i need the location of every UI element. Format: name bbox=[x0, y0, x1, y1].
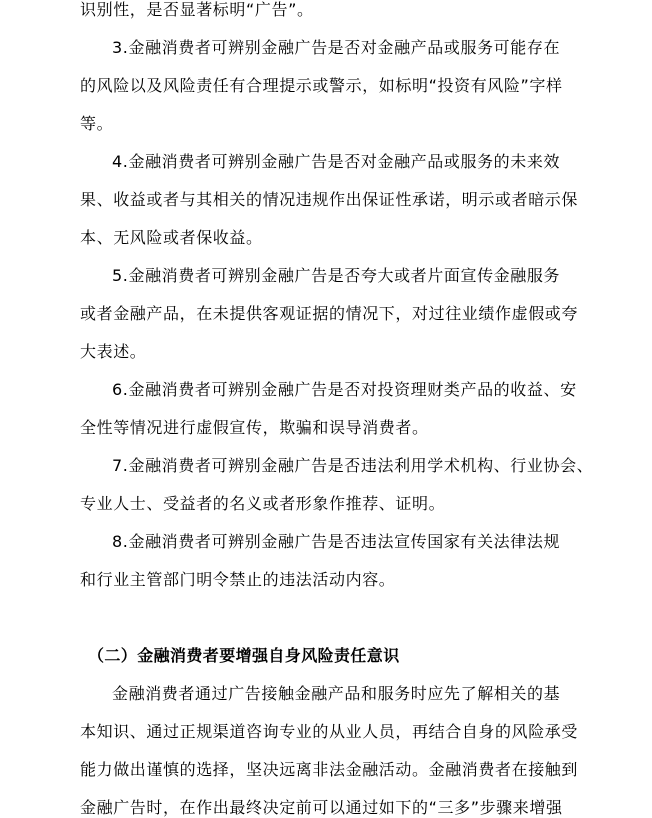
section-heading: （二）金融消费者要增强自身风险责任意识 bbox=[88, 646, 400, 665]
item-7-line-2: 专业人士、受益者的名义或者形象作推荐、证明。 bbox=[80, 494, 446, 513]
item-4-line-1: 4.金融消费者可辨别金融广告是否对金融产品或服务的未来效 bbox=[112, 152, 561, 171]
item-4-line-3: 本、无风险或者保收益。 bbox=[80, 228, 263, 247]
item-6-line-1: 6.金融消费者可辨别金融广告是否对投资理财类产品的收益、安 bbox=[112, 380, 577, 399]
item-7-line-1: 7.金融消费者可辨别金融广告是否违法利用学术机构、行业协会、 bbox=[112, 456, 594, 475]
item-8-line-2: 和行业主管部门明令禁止的违法活动内容。 bbox=[80, 570, 396, 589]
paragraph-line-1: 金融消费者通过广告接触金融产品和服务时应先了解相关的基 bbox=[112, 684, 561, 703]
item-3-line-1: 3.金融消费者可辨别金融广告是否对金融产品或服务可能存在 bbox=[112, 38, 561, 57]
item-5-line-2: 或者金融产品，在未提供客观证据的情况下，对过往业绩作虚假或夸 bbox=[80, 304, 579, 323]
paragraph-line-4: 金融广告时，在作出最终决定前可以通过如下的“三多”步骤来增强 bbox=[80, 798, 563, 817]
item-3-line-3: 等。 bbox=[80, 114, 114, 133]
text-line-1: 识别性，是否显著标明“广告”。 bbox=[80, 0, 314, 19]
item-5-line-3: 大表述。 bbox=[80, 342, 147, 361]
item-5-line-1: 5.金融消费者可辨别金融广告是否夸大或者片面宣传金融服务 bbox=[112, 266, 561, 285]
item-4-line-2: 果、收益或者与其相关的情况违规作出保证性承诺，明示或者暗示保 bbox=[80, 190, 579, 209]
item-3-line-2: 的风险以及风险责任有合理提示或警示，如标明“投资有风险”字样 bbox=[80, 76, 563, 95]
paragraph-line-2: 本知识、通过正规渠道咨询专业的从业人员，再结合自身的风险承受 bbox=[80, 722, 579, 741]
paragraph-line-3: 能力做出谨慎的选择，坚决远离非法金融活动。金融消费者在接触到 bbox=[80, 760, 579, 779]
item-8-line-1: 8.金融消费者可辨别金融广告是否违法宣传国家有关法律法规 bbox=[112, 532, 561, 551]
item-6-line-2: 全性等情况进行虚假宣传，欺骗和误导消费者。 bbox=[80, 418, 429, 437]
